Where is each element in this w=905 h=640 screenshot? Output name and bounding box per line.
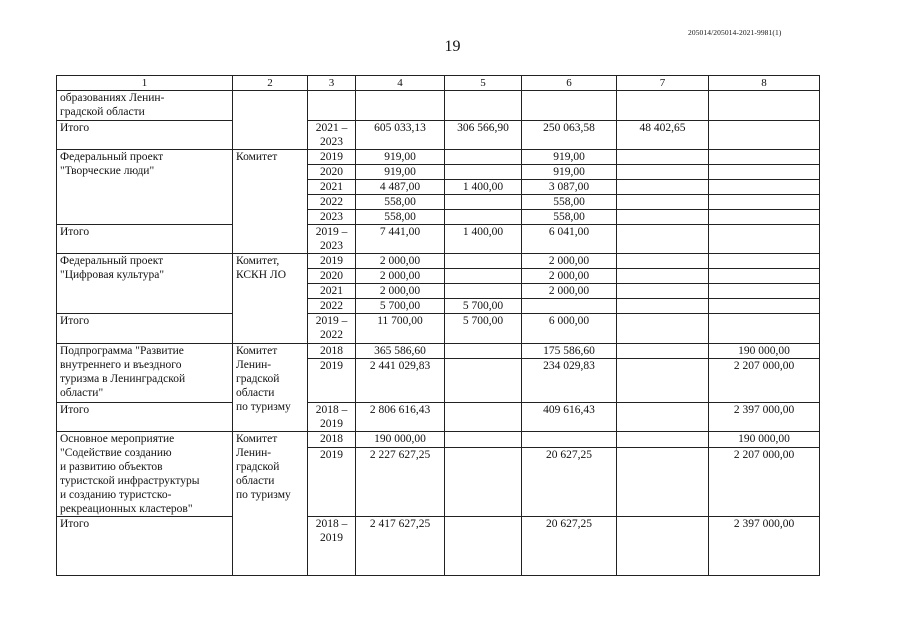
value-col4: 605 033,13: [356, 121, 445, 150]
value-col8: [709, 121, 820, 150]
value-col8: 2 207 000,00: [709, 359, 820, 403]
total-row: [57, 517, 820, 576]
table-row: [57, 432, 820, 448]
value-col8: 2 207 000,00: [709, 447, 820, 516]
value-col4: 190 000,00: [356, 432, 445, 448]
value-col6: 409 616,43: [522, 403, 617, 432]
total-row: [57, 121, 820, 150]
year-cell: 2022: [308, 195, 356, 210]
name-line: внутреннего и въездного: [60, 359, 182, 371]
year-cell: 2018: [308, 344, 356, 359]
value-col6: [522, 299, 617, 314]
year-cell: 2023: [308, 210, 356, 225]
value-col6: 6 000,00: [522, 314, 617, 344]
value-col5: [445, 150, 522, 165]
executor-line: градской: [236, 373, 280, 385]
value-col5: [445, 447, 522, 516]
value-cell: [522, 91, 617, 121]
name-line: туризма в Ленинградской: [60, 373, 186, 385]
year-cell: 2021: [308, 284, 356, 299]
col-header-8: 8: [709, 76, 820, 91]
program-name-cell: [57, 150, 233, 225]
executor-cell: [233, 150, 308, 254]
value-col7: [617, 165, 709, 180]
value-col4: 2 227 627,25: [356, 447, 445, 516]
year-range-cell: [308, 517, 356, 576]
year-range-cell: [308, 121, 356, 150]
value-col8: 2 397 000,00: [709, 517, 820, 576]
value-col5: 1 400,00: [445, 180, 522, 195]
value-col6: 2 000,00: [522, 254, 617, 269]
budget-table: [56, 75, 820, 576]
executor-line: КСКН ЛО: [236, 269, 287, 281]
year-range-cell: [308, 225, 356, 254]
name-line: Федеральный проект: [60, 151, 164, 163]
value-col5: 306 566,90: [445, 121, 522, 150]
table-row: [57, 91, 820, 121]
value-col7: [617, 517, 709, 576]
value-col6: 250 063,58: [522, 121, 617, 150]
table-row: [57, 150, 820, 165]
name-line: Основное мероприятие: [60, 433, 175, 445]
value-col6: 558,00: [522, 210, 617, 225]
header-row: [57, 76, 820, 91]
name-line: образованиях Ленин-: [60, 92, 165, 104]
executor-line: области: [236, 475, 275, 487]
name-line: и созданию туристско-: [60, 489, 172, 501]
value-col7: [617, 254, 709, 269]
name-line: "Содействие созданию: [60, 447, 172, 459]
value-col5: [445, 432, 522, 448]
value-cell: [445, 91, 522, 121]
name-line: Подпрограмма "Развитие: [60, 345, 184, 357]
value-col4: 2 441 029,83: [356, 359, 445, 403]
value-col5: [445, 254, 522, 269]
value-col7: [617, 269, 709, 284]
value-col6: 20 627,25: [522, 517, 617, 576]
col-header-5: 5: [445, 76, 522, 91]
value-col4: 558,00: [356, 210, 445, 225]
executor-line: Ленин-: [236, 359, 272, 371]
value-col8: [709, 225, 820, 254]
year-cell: 2019: [308, 150, 356, 165]
year-range-cell: [308, 314, 356, 344]
executor-line: по туризму: [236, 401, 291, 413]
executor-line: Комитет,: [236, 255, 280, 267]
year-cell: 2019: [308, 359, 356, 403]
year-cell: [308, 91, 356, 121]
name-line: Федеральный проект: [60, 255, 164, 267]
document-id: 205014/205014-2021-9981(1): [688, 28, 782, 37]
year-cell: 2020: [308, 269, 356, 284]
value-col7: [617, 447, 709, 516]
executor-line: по туризму: [236, 489, 291, 501]
value-col4: 558,00: [356, 195, 445, 210]
table-row: [57, 254, 820, 269]
program-name-cell: [57, 254, 233, 314]
year-line: 2018 –: [315, 404, 348, 416]
executor-cell: [233, 91, 308, 150]
value-col4: 2 417 627,25: [356, 517, 445, 576]
value-col4: 7 441,00: [356, 225, 445, 254]
executor-line: Комитет: [236, 151, 278, 163]
value-col8: [709, 314, 820, 344]
value-col8: 2 397 000,00: [709, 403, 820, 432]
value-cell: [617, 91, 709, 121]
year-line: 2019 –: [315, 226, 348, 238]
value-col7: 48 402,65: [617, 121, 709, 150]
value-col8: [709, 299, 820, 314]
year-cell: 2018: [308, 432, 356, 448]
value-col6: 20 627,25: [522, 447, 617, 516]
value-col7: [617, 210, 709, 225]
value-col8: [709, 284, 820, 299]
name-line: градской области: [60, 106, 145, 118]
year-line: 2019 –: [315, 315, 348, 327]
value-col8: [709, 180, 820, 195]
value-col7: [617, 299, 709, 314]
program-name-cell: [57, 432, 233, 517]
name-line: "Цифровая культура": [60, 269, 165, 281]
value-col4: 919,00: [356, 150, 445, 165]
value-col8: [709, 195, 820, 210]
executor-line: Ленин-: [236, 447, 272, 459]
year-line: 2023: [320, 240, 343, 252]
total-row: [57, 314, 820, 344]
year-cell: 2019: [308, 254, 356, 269]
year-range-cell: [308, 403, 356, 432]
year-cell: 2022: [308, 299, 356, 314]
value-col6: [522, 432, 617, 448]
value-col8: 190 000,00: [709, 432, 820, 448]
year-line: 2018 –: [315, 518, 348, 530]
year-cell: 2019: [308, 447, 356, 516]
value-col4: 11 700,00: [356, 314, 445, 344]
value-col7: [617, 150, 709, 165]
executor-cell: [233, 344, 308, 432]
year-line: 2021 –: [315, 122, 348, 134]
value-col4: 5 700,00: [356, 299, 445, 314]
value-col5: 5 700,00: [445, 299, 522, 314]
value-col7: [617, 195, 709, 210]
value-col6: 2 000,00: [522, 269, 617, 284]
value-col7: [617, 284, 709, 299]
value-col8: [709, 210, 820, 225]
executor-line: области: [236, 387, 275, 399]
value-col4: 2 000,00: [356, 269, 445, 284]
name-line: рекреационных кластеров": [60, 503, 193, 515]
total-label: Итого: [57, 225, 233, 254]
year-line: 2022: [320, 329, 343, 341]
value-col6: 234 029,83: [522, 359, 617, 403]
total-row: [57, 403, 820, 432]
col-header-2: 2: [233, 76, 308, 91]
value-col8: 190 000,00: [709, 344, 820, 359]
value-col5: [445, 195, 522, 210]
program-name-cell: [57, 91, 233, 121]
year-cell: 2020: [308, 165, 356, 180]
value-col5: [445, 165, 522, 180]
value-cell: [709, 91, 820, 121]
value-col5: [445, 269, 522, 284]
total-row: [57, 225, 820, 254]
value-col6: 919,00: [522, 150, 617, 165]
name-line: области": [60, 387, 104, 399]
value-col8: [709, 165, 820, 180]
col-header-6: 6: [522, 76, 617, 91]
value-col4: 365 586,60: [356, 344, 445, 359]
value-col8: [709, 254, 820, 269]
executor-line: Комитет: [236, 345, 278, 357]
value-col5: [445, 344, 522, 359]
total-label: Итого: [57, 314, 233, 344]
value-col4: 2 000,00: [356, 254, 445, 269]
value-col7: [617, 225, 709, 254]
value-col6: 6 041,00: [522, 225, 617, 254]
value-col6: 3 087,00: [522, 180, 617, 195]
table-row: [57, 344, 820, 359]
page-number: 19: [444, 38, 461, 55]
executor-cell: [233, 254, 308, 344]
total-label: Итого: [57, 121, 233, 150]
executor-line: Комитет: [236, 433, 278, 445]
col-header-4: 4: [356, 76, 445, 91]
value-col6: 2 000,00: [522, 284, 617, 299]
executor-cell: [233, 432, 308, 576]
program-name-cell: [57, 344, 233, 403]
value-col7: [617, 359, 709, 403]
col-header-1: 1: [57, 76, 233, 91]
executor-line: градской: [236, 461, 280, 473]
value-col6: 175 586,60: [522, 344, 617, 359]
value-col5: [445, 517, 522, 576]
value-col6: 558,00: [522, 195, 617, 210]
value-col7: [617, 344, 709, 359]
value-col8: [709, 269, 820, 284]
value-col4: 2 806 616,43: [356, 403, 445, 432]
year-line: 2019: [320, 418, 343, 430]
value-col4: 2 000,00: [356, 284, 445, 299]
name-line: туристской инфраструктуры: [60, 475, 200, 487]
value-col4: 4 487,00: [356, 180, 445, 195]
value-col5: [445, 284, 522, 299]
value-cell: [356, 91, 445, 121]
value-col7: [617, 314, 709, 344]
value-col5: 1 400,00: [445, 225, 522, 254]
value-col7: [617, 432, 709, 448]
year-cell: 2021: [308, 180, 356, 195]
value-col5: [445, 359, 522, 403]
value-col4: 919,00: [356, 165, 445, 180]
value-col5: [445, 210, 522, 225]
value-col8: [709, 150, 820, 165]
value-col5: [445, 403, 522, 432]
year-line: 2023: [320, 136, 343, 148]
value-col7: [617, 403, 709, 432]
name-line: "Творческие люди": [60, 165, 155, 177]
col-header-3: 3: [308, 76, 356, 91]
value-col6: 919,00: [522, 165, 617, 180]
value-col5: 5 700,00: [445, 314, 522, 344]
name-line: и развитию объектов: [60, 461, 163, 473]
col-header-7: 7: [617, 76, 709, 91]
total-label: Итого: [57, 403, 233, 432]
year-line: 2019: [320, 532, 343, 544]
value-col7: [617, 180, 709, 195]
total-label: Итого: [57, 517, 233, 576]
